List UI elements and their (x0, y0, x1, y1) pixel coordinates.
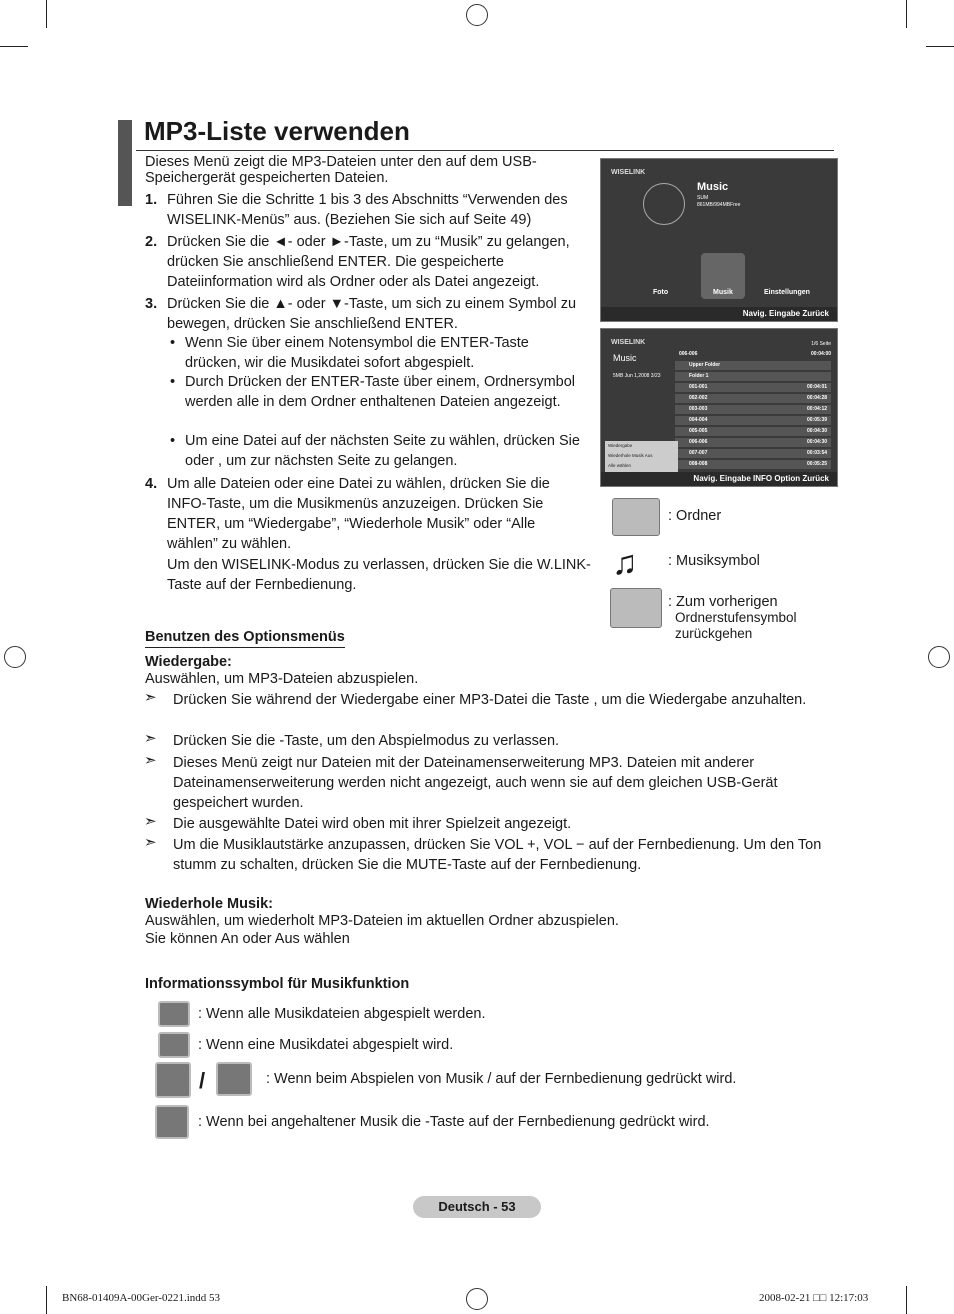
repeat-description-2: Sie können An oder Aus wählen (145, 931, 350, 947)
tab-foto[interactable]: Foto (653, 289, 669, 296)
footer-file: BN68-01409A-00Ger-0221.indd 53 (62, 1292, 221, 1304)
info-symbols-heading: Informationssymbol für Musikfunktion (145, 976, 410, 992)
wiedergabe-description: Auswählen, um MP3-Dateien abzuspielen. (145, 671, 419, 687)
folder-icon (612, 498, 660, 536)
title-underline (136, 150, 834, 151)
folder-up-icon (610, 588, 662, 628)
registration-mark-icon (928, 646, 950, 668)
repeat-heading: Wiederhole Musik: (145, 896, 273, 912)
screen1-sub2: 861MB/994MBFree (697, 202, 741, 208)
legend-music: : Musiksymbol (668, 553, 760, 569)
list-item[interactable]: 008-008 00:05:25 (675, 460, 831, 469)
wiselink-logo: WISELINK (611, 169, 646, 176)
screen2-bottom-bar: Navig. Eingabe INFO Option Zurück (601, 472, 837, 486)
wiselink-logo: WISELINK (611, 339, 646, 346)
footer-date: 2008-02-21 □□ 12:17:03 (759, 1292, 869, 1304)
note-arrow-icon: ➣ (144, 730, 157, 747)
list-item[interactable]: Upper Folder (675, 361, 831, 370)
headphones-icon (643, 183, 685, 225)
legend-up-1: : Zum vorherigen (668, 594, 778, 610)
list-item[interactable]: 006-006 00:04:30 (675, 438, 831, 447)
step-1: Führen Sie die Schritte 1 bis 3 des Abschnitts “Verwenden des WISELINK-Menüs” aus. (Beziehen Sie sich auf Seite 49) (167, 192, 568, 228)
stop-icon (155, 1105, 189, 1139)
info-item-repeat-all: : Wenn alle Musikdateien abgespielt werden. (198, 1006, 486, 1022)
wiedergabe-heading: Wiedergabe: (145, 654, 232, 670)
menu-item[interactable]: Wiederhole Musik Aus (608, 453, 653, 458)
exit-note: Um den WISELINK-Modus zu verlassen, drücken Sie die W.LINK-Taste auf der Fernbedienung. (167, 557, 591, 593)
info-item-play-pause: : Wenn beim Abspielen von Musik / auf der Fernbedienung gedrückt wird. (266, 1071, 737, 1087)
screen2-time: 00:04:00 (810, 351, 831, 357)
registration-mark-icon (466, 4, 488, 26)
list-item[interactable]: 005-005 00:04:30 (675, 427, 831, 436)
note-arrow-icon: ➣ (144, 689, 157, 706)
wiselink-main-screen (600, 158, 838, 322)
registration-mark-icon (466, 1288, 488, 1310)
list-item[interactable]: 007-007 00:03:54 (675, 449, 831, 458)
screen2-page: 1/6 Seite (811, 341, 831, 347)
note-arrow-icon: ➣ (144, 834, 157, 851)
note-arrow-icon: ➣ (144, 813, 157, 830)
tab-musik[interactable]: Musik (713, 289, 733, 296)
page-title: MP3-Liste verwenden (144, 116, 410, 146)
repeat-all-icon (158, 1001, 190, 1027)
step-2: Drücken Sie die ◄- oder ►-Taste, um zu “Musik” zu gelangen, drücken Sie anschließend ENTER. Die gespeicherte Dateiinformation wird als Ordner oder als Datei angezeigt. (167, 234, 570, 290)
bullet-2: Durch Drücken der ENTER-Taste über einem, Ordnersymbol werden alle in dem Ordner enthaltenen Dateien angezeigt. (185, 374, 576, 410)
legend-folder: : Ordner (668, 508, 722, 524)
list-item[interactable]: Folder 1 (675, 372, 831, 381)
legend-up-2: Ordnerstufensymbol (675, 610, 797, 625)
repeat-one-icon (158, 1032, 190, 1058)
note-4: Die ausgewählte Datei wird oben mit ihrer Spielzeit angezeigt. (173, 816, 572, 832)
registration-mark-icon (4, 646, 26, 668)
play-icon (155, 1062, 191, 1098)
list-item[interactable]: 001-001 00:04:01 (675, 383, 831, 392)
screen2-current: 006-006 (679, 351, 698, 357)
info-item-repeat-one: : Wenn eine Musikdatei abgespielt wird. (198, 1037, 454, 1053)
note-arrow-icon: ➣ (144, 752, 157, 769)
tab-einstellungen[interactable]: Einstellungen (764, 289, 810, 296)
legend-up-3: zurückgehen (675, 626, 753, 641)
menu-item[interactable]: Wiedergabe (608, 443, 633, 448)
note-2: Drücken Sie die -Taste, um den Abspielmodus zu verlassen. (173, 733, 560, 749)
intro-text: Dieses Menü zeigt die MP3-Dateien unter den auf dem USB-Speichergerät gespeicherten Dateien. (145, 154, 537, 186)
screen1-sub1: SUM (697, 195, 709, 201)
repeat-description-1: Auswählen, um wiederholt MP3-Dateien im aktuellen Ordner abzuspielen. (145, 913, 619, 929)
page-number: Deutsch - 53 (413, 1196, 541, 1218)
pause-icon (216, 1062, 252, 1096)
music-list-screen (600, 328, 838, 487)
step-4: Um alle Dateien oder eine Datei zu wählen, drücken Sie die INFO-Taste, um die Musikmenüs anzuzeigen. Drücken Sie ENTER, um “Wiedergabe”, “Wiederhole Musik” oder “Alle wählen” zu wählen. (167, 476, 550, 552)
list-item[interactable]: 003-003 00:04:12 (675, 405, 831, 414)
bullet-1: Wenn Sie über einem Notensymbol die ENTER-Taste drücken, wir die Musikdatei sofort abgespielt. (185, 335, 529, 371)
note-5: Um die Musiklautstärke anzupassen, drücken Sie VOL +, VOL − auf der Fernbedienung. Um den Ton stumm zu schalten, drücken Sie die MUTE-Taste auf der Fernbedienung. (173, 837, 822, 873)
screen2-info: 5MB Jun 1,2008 3/23 (613, 373, 661, 379)
icon-separator: / (199, 1068, 206, 1093)
step-3: Drücken Sie die ▲- oder ▼-Taste, um sich zu einem Symbol zu bewegen, drücken Sie anschließend ENTER. (167, 296, 577, 332)
screen1-bottom-bar: Navig. Eingabe Zurück (601, 307, 837, 321)
note-1: Drücken Sie während der Wiedergabe einer MP3-Datei die Taste , um die Wiedergabe anzuhalten. (173, 692, 807, 708)
screen2-label: Music (613, 353, 637, 363)
info-item-stop: : Wenn bei angehaltener Musik die -Taste auf der Fernbedienung gedrückt wird. (198, 1114, 710, 1130)
note-3: Dieses Menü zeigt nur Dateien mit der Dateinamenserweiterung MP3. Dateien mit anderer Dateinamenserweiterung werden nicht angezeigt, auch wenn sie auf dem gleichen USB-Gerät gespeichert wurden. (173, 755, 778, 811)
list-item[interactable]: 002-002 00:04:28 (675, 394, 831, 403)
options-heading: Benutzen des Optionsmenüs (145, 627, 345, 648)
title-bar-accent (118, 120, 132, 206)
list-item[interactable]: 004-004 00:05:39 (675, 416, 831, 425)
music-note-icon: ♫ (612, 544, 638, 582)
bullet-3: Um eine Datei auf der nächsten Seite zu wählen, drücken Sie oder , um zur nächsten Seite zu gelangen. (185, 433, 580, 469)
screen1-heading: Music (697, 181, 729, 193)
menu-item[interactable]: Alle wählen (608, 463, 632, 468)
